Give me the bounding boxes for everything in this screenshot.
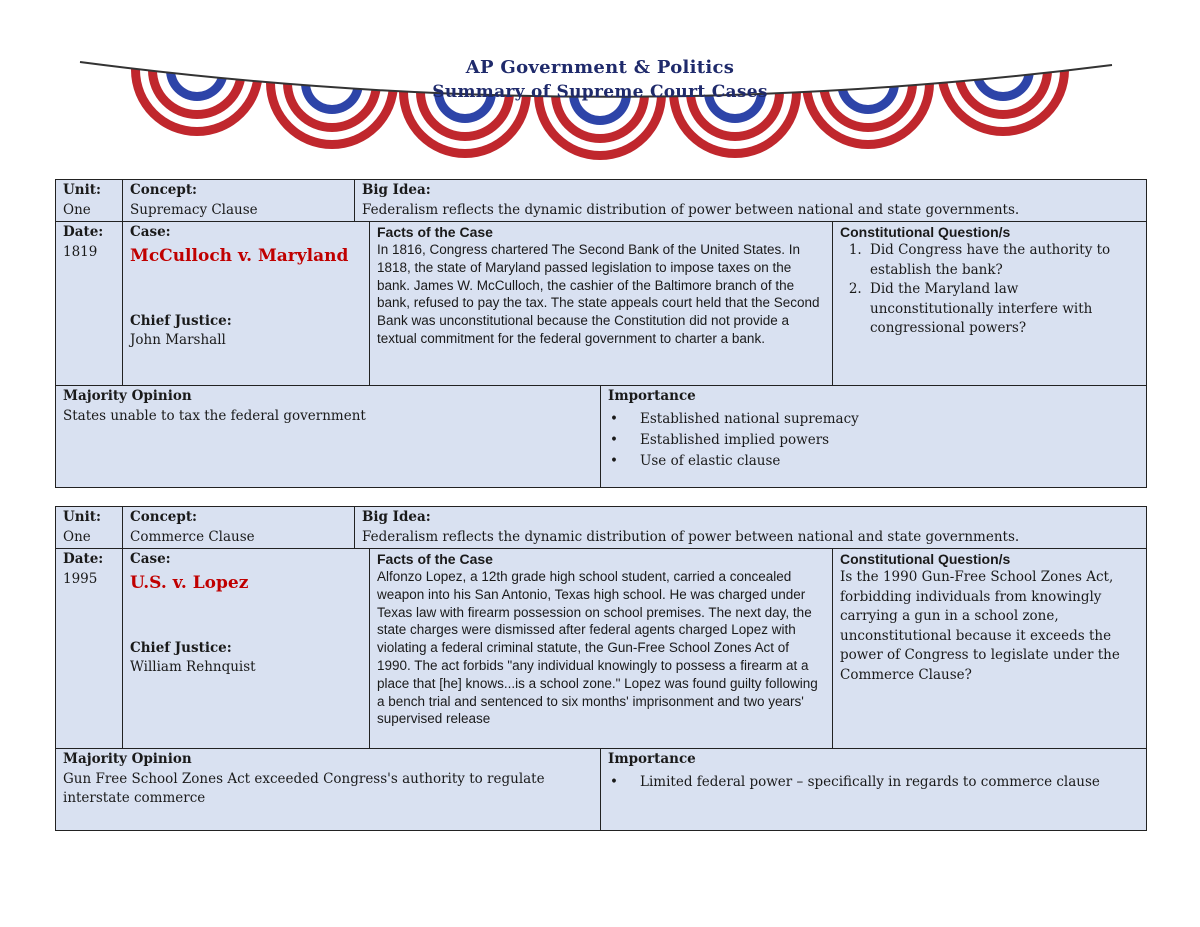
facts-label: Facts of the Case <box>377 224 493 240</box>
case-table-lopez <box>55 506 1147 831</box>
importance-list <box>608 409 1139 472</box>
majority-text: Gun Free School Zones Act exceeded Congress's authority to regulate interstate commerce <box>63 770 545 806</box>
importance-item: • Established national supremacy <box>638 409 1139 430</box>
facts-text: In 1816, Congress chartered The Second Bank of the United States. In 1818, the state of Maryland passed legislation to impose taxes on the bank. James W. McCulloch, the cashier of the Baltimore branch of the bank, refused to pay the tax. The state appeals court held that the Second Bank was unconstitutional because the Constitution did not provide a textual commitment for the federal government to charter a bank. <box>377 242 820 346</box>
case-name: U.S. v. Lopez <box>130 572 249 593</box>
facts-text: Alfonzo Lopez, a 12th grade high school student, carried a concealed weapon into his San Antonio, Texas high school. He was charged under Texas law with firearm possession on school premises. The next day, the state charges were dismissed after federal agents charged Lopez with violating a federal criminal statute, the Gun-Free School Zones Act of 1990. The act forbids "any individual knowingly to possess a firearm at a place that [he] knows...is a school zone." Lopez was found guilty following a bench trial and sentenced to six months' imprisonment and two years' supervised release <box>377 569 818 727</box>
majority-label: Majority Opinion <box>63 751 192 767</box>
unit-label: Unit: <box>63 182 101 198</box>
majority-cell <box>56 749 601 831</box>
concept-value: Supremacy Clause <box>130 201 258 218</box>
big-idea-label: Big Idea: <box>362 509 431 525</box>
concept-label: Concept: <box>130 509 198 525</box>
importance-cell <box>601 749 1147 831</box>
big-idea-label: Big Idea: <box>362 182 431 198</box>
unit-value: One <box>63 201 91 218</box>
concept-label: Concept: <box>130 182 198 198</box>
question-cell <box>833 222 1147 386</box>
question-item: 1. Did Congress have the authority to establish the bank? <box>866 241 1139 280</box>
question-label: Constitutional Question/s <box>840 224 1011 240</box>
facts-cell <box>370 222 833 386</box>
big-idea-value: Federalism reflects the dynamic distribution of power between national and state governments. <box>362 201 1020 218</box>
facts-cell <box>370 549 833 749</box>
question-item: 2. Did the Maryland law unconstitutionally interfere with congressional powers? <box>866 280 1139 339</box>
concept-cell <box>123 507 355 549</box>
date-label: Date: <box>63 551 104 567</box>
concept-value: Commerce Clause <box>130 528 255 545</box>
date-value: 1995 <box>63 570 98 587</box>
chief-justice-label: Chief Justice: <box>130 639 232 656</box>
importance-item: • Limited federal power – specifically in regards to commerce clause <box>638 772 1139 793</box>
importance-label: Importance <box>608 751 696 767</box>
chief-justice-value: William Rehnquist <box>130 659 256 675</box>
big-idea-cell <box>355 507 1147 549</box>
big-idea-value: Federalism reflects the dynamic distribution of power between national and state governments. <box>362 528 1020 545</box>
case-table-mcculloch <box>55 179 1147 488</box>
importance-item: • Use of elastic clause <box>638 451 1139 472</box>
question-text: Is the 1990 Gun-Free School Zones Act, forbidding individuals from knowingly carrying a gun in a school zone, unconstitutional because it exceeds the power of Congress to legislate under the Commerce Clause? <box>840 569 1120 683</box>
unit-cell <box>56 180 123 222</box>
chief-justice-label: Chief Justice: <box>130 312 232 329</box>
unit-value: One <box>63 528 91 545</box>
concept-cell <box>123 180 355 222</box>
question-cell <box>833 549 1147 749</box>
chief-justice-value: John Marshall <box>130 332 226 348</box>
date-label: Date: <box>63 224 104 240</box>
date-value: 1819 <box>63 243 98 260</box>
importance-list <box>608 772 1139 793</box>
majority-label: Majority Opinion <box>63 388 192 404</box>
case-label: Case: <box>130 224 171 240</box>
importance-item: • Established implied powers <box>638 430 1139 451</box>
importance-label: Importance <box>608 388 696 404</box>
unit-label: Unit: <box>63 509 101 525</box>
question-list <box>840 241 1139 339</box>
importance-cell <box>601 386 1147 488</box>
date-cell <box>56 549 123 749</box>
facts-label: Facts of the Case <box>377 551 493 567</box>
case-label: Case: <box>130 551 171 567</box>
question-label: Constitutional Question/s <box>840 551 1011 567</box>
page-subtitle: Summary of Supreme Court Cases <box>432 82 768 102</box>
big-idea-cell <box>355 180 1147 222</box>
unit-cell <box>56 507 123 549</box>
majority-cell <box>56 386 601 488</box>
page-title: AP Government & Politics <box>465 57 735 78</box>
case-name: McCulloch v. Maryland <box>130 245 349 266</box>
date-cell <box>56 222 123 386</box>
case-cell <box>123 549 370 749</box>
case-cell <box>123 222 370 386</box>
majority-text: States unable to tax the federal government <box>63 407 366 424</box>
